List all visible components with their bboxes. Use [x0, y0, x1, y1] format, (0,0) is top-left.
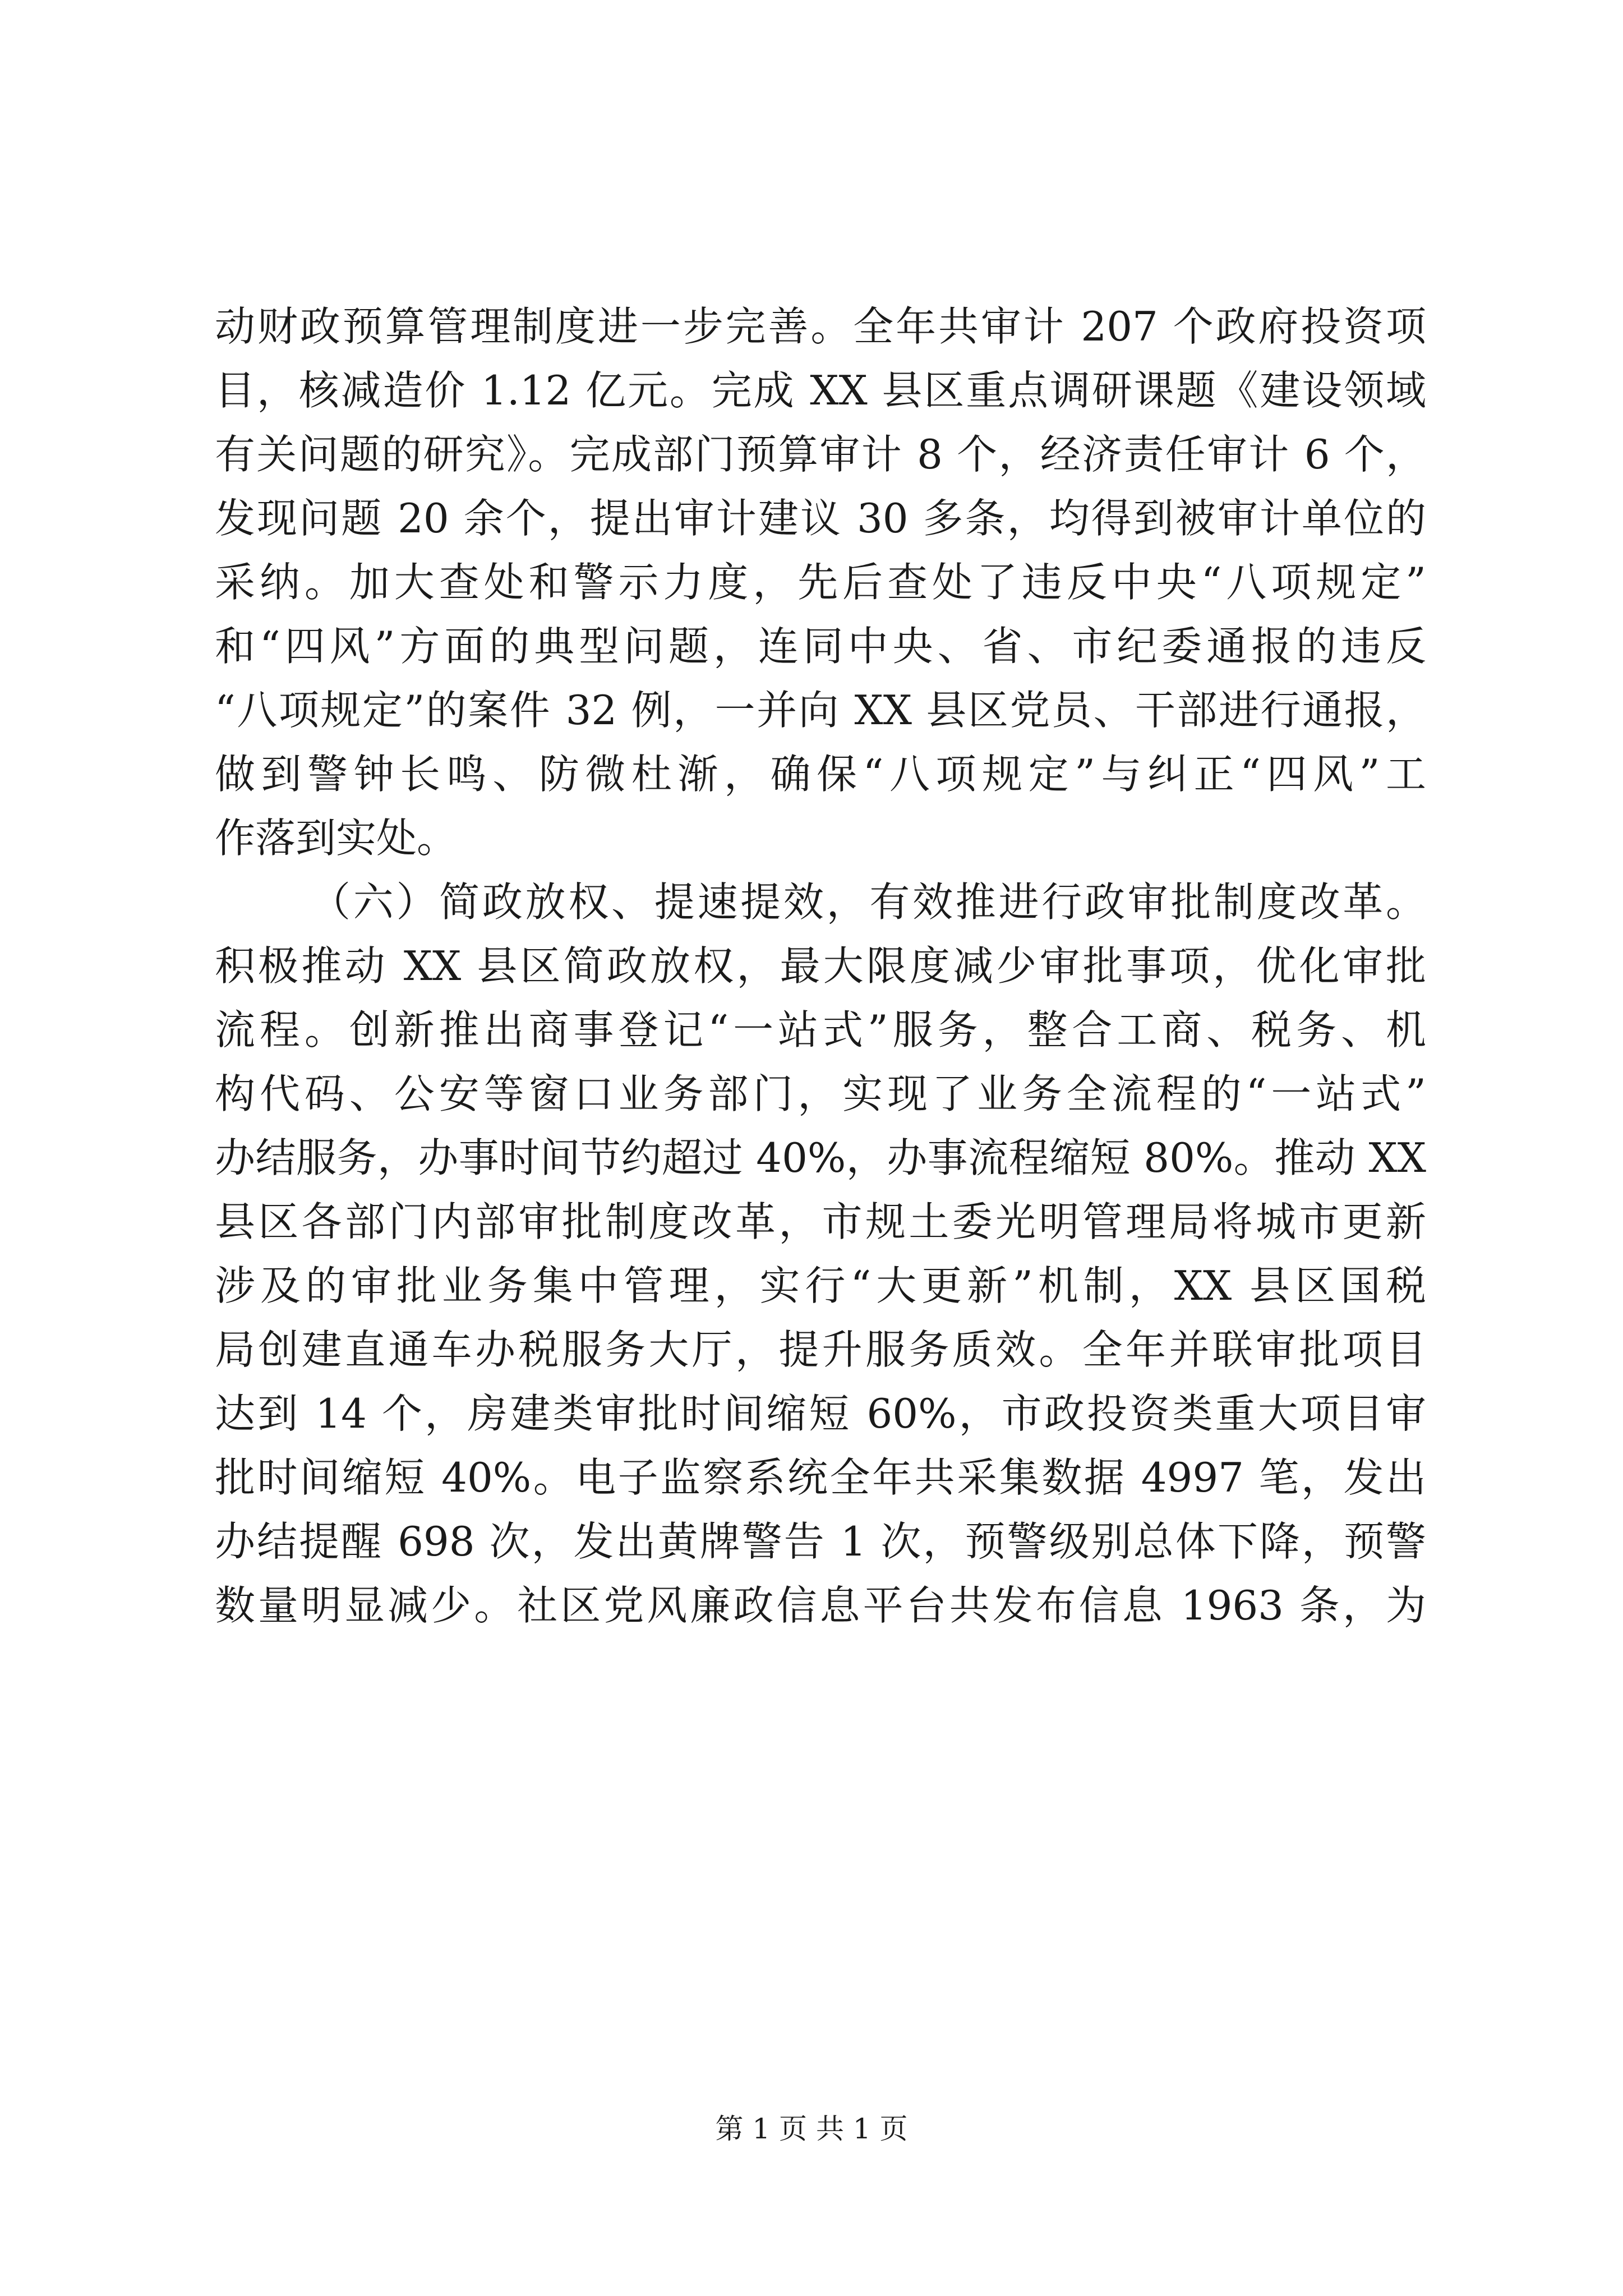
- text-line: 和“四风”方面的典型问题，连同中央、省、市纪委通报的违反: [215, 623, 1426, 670]
- text-line: 涉及的审批业务集中管理，实行“大更新”机制，XX 县区国税: [215, 1262, 1426, 1309]
- text-line: 局创建直通车办税服务大厅，提升服务质效。全年并联审批项目: [215, 1326, 1426, 1373]
- text-line: 县区各部门内部审批制度改革，市规土委光明管理局将城市更新: [215, 1198, 1426, 1245]
- text-line: 作落到实处。: [215, 815, 458, 862]
- text-line: 批时间缩短 40%。电子监察系统全年共采集数据 4997 笔，发出: [215, 1454, 1426, 1501]
- text-line: 采纳。加大查处和警示力度，先后查处了违反中央“八项规定”: [215, 559, 1426, 606]
- text-line: 动财政预算管理制度进一步完善。全年共审计 207 个政府投资项: [215, 303, 1426, 350]
- text-line: 办结服务，办事时间节约超过 40%，办事流程缩短 80%。推动 XX: [215, 1134, 1426, 1181]
- text-line: 数量明显减少。社区党风廉政信息平台共发布信息 1963 条，为: [215, 1582, 1426, 1629]
- text-line: 发现问题 20 余个，提出审计建议 30 多条，均得到被审计单位的: [215, 495, 1426, 542]
- body-text: [215, 295, 1426, 1637]
- text-line: 达到 14 个，房建类审批时间缩短 60%，市政投资类重大项目审: [215, 1390, 1426, 1437]
- text-line: 办结提醒 698 次，发出黄牌警告 1 次，预警级别总体下降，预警: [215, 1518, 1426, 1565]
- text-line: 构代码、公安等窗口业务部门，实现了业务全流程的“一站式”: [215, 1070, 1426, 1117]
- text-line: “八项规定”的案件 32 例，一并向 XX 县区党员、干部进行通报，: [215, 687, 1426, 734]
- section-heading-line: （六）简政放权、提速提效，有效推进行政审批制度改革。: [310, 878, 1426, 926]
- text-line: 做到警钟长鸣、防微杜渐，确保“八项规定”与纠正“四风”工: [215, 751, 1426, 798]
- text-line: 流程。创新推出商事登记“一站式”服务，整合工商、税务、机: [215, 1006, 1426, 1053]
- page-number-label: 第 1 页 共 1 页: [715, 2113, 908, 2145]
- text-line: 积极推动 XX 县区简政放权，最大限度减少审批事项，优化审批: [215, 942, 1426, 990]
- page-footer: [0, 2109, 1623, 2148]
- text-line: 有关问题的研究》。完成部门预算审计 8 个，经济责任审计 6 个，: [215, 431, 1426, 478]
- text-line: 目，核减造价 1.12 亿元。完成 XX 县区重点调研课题《建设领域: [215, 367, 1426, 414]
